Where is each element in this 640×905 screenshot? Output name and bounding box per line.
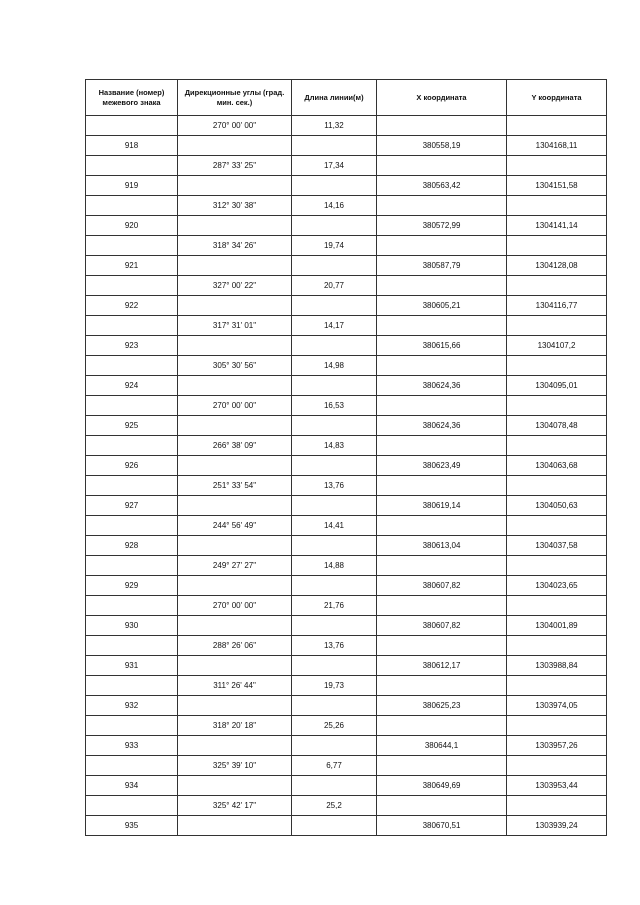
line-length-cell: 20,77 bbox=[292, 276, 377, 296]
y-coordinate-cell bbox=[507, 276, 607, 296]
line-length-cell: 14,17 bbox=[292, 316, 377, 336]
direction-angle-cell: 244° 56' 49" bbox=[178, 516, 292, 536]
marker-name-cell bbox=[86, 716, 178, 736]
table-row bbox=[86, 416, 607, 436]
y-coordinate-cell bbox=[507, 716, 607, 736]
table-row bbox=[86, 696, 607, 716]
line-length-cell: 14,16 bbox=[292, 196, 377, 216]
line-length-cell: 14,41 bbox=[292, 516, 377, 536]
marker-name-cell: 923 bbox=[86, 336, 178, 356]
header-direction-angle: Дирекционные углы (град. мин. сек.) bbox=[178, 80, 292, 116]
direction-angle-cell bbox=[178, 616, 292, 636]
table-row bbox=[86, 476, 607, 496]
boundary-coordinates-table bbox=[85, 79, 607, 836]
y-coordinate-cell: 1304095,01 bbox=[507, 376, 607, 396]
direction-angle-cell: 325° 42' 17" bbox=[178, 796, 292, 816]
y-coordinate-cell: 1304168,11 bbox=[507, 136, 607, 156]
x-coordinate-cell: 380624,36 bbox=[377, 416, 507, 436]
table-row bbox=[86, 816, 607, 836]
line-length-cell: 14,98 bbox=[292, 356, 377, 376]
x-coordinate-cell: 380558,19 bbox=[377, 136, 507, 156]
line-length-cell bbox=[292, 376, 377, 396]
x-coordinate-cell bbox=[377, 396, 507, 416]
direction-angle-cell bbox=[178, 256, 292, 276]
marker-name-cell bbox=[86, 556, 178, 576]
line-length-cell bbox=[292, 736, 377, 756]
table-row bbox=[86, 676, 607, 696]
x-coordinate-cell: 380670,51 bbox=[377, 816, 507, 836]
marker-name-cell: 918 bbox=[86, 136, 178, 156]
direction-angle-cell: 312° 30' 38" bbox=[178, 196, 292, 216]
marker-name-cell: 934 bbox=[86, 776, 178, 796]
direction-angle-cell: 327° 00' 22" bbox=[178, 276, 292, 296]
x-coordinate-cell: 380625,23 bbox=[377, 696, 507, 716]
line-length-cell bbox=[292, 176, 377, 196]
line-length-cell: 17,34 bbox=[292, 156, 377, 176]
direction-angle-cell: 266° 38' 09" bbox=[178, 436, 292, 456]
marker-name-cell bbox=[86, 676, 178, 696]
x-coordinate-cell: 380572,99 bbox=[377, 216, 507, 236]
x-coordinate-cell bbox=[377, 676, 507, 696]
marker-name-cell bbox=[86, 396, 178, 416]
table-row bbox=[86, 576, 607, 596]
x-coordinate-cell bbox=[377, 236, 507, 256]
table-header-row bbox=[86, 80, 607, 116]
x-coordinate-cell bbox=[377, 756, 507, 776]
y-coordinate-cell: 1304063,68 bbox=[507, 456, 607, 476]
line-length-cell bbox=[292, 336, 377, 356]
direction-angle-cell bbox=[178, 136, 292, 156]
y-coordinate-cell bbox=[507, 476, 607, 496]
x-coordinate-cell bbox=[377, 356, 507, 376]
y-coordinate-cell: 1304050,63 bbox=[507, 496, 607, 516]
line-length-cell bbox=[292, 256, 377, 276]
line-length-cell: 19,73 bbox=[292, 676, 377, 696]
y-coordinate-cell: 1304116,77 bbox=[507, 296, 607, 316]
marker-name-cell bbox=[86, 636, 178, 656]
y-coordinate-cell bbox=[507, 516, 607, 536]
line-length-cell bbox=[292, 416, 377, 436]
table-row bbox=[86, 216, 607, 236]
table-row bbox=[86, 516, 607, 536]
table-row bbox=[86, 456, 607, 476]
table-row bbox=[86, 136, 607, 156]
direction-angle-cell: 249° 27' 27" bbox=[178, 556, 292, 576]
marker-name-cell bbox=[86, 436, 178, 456]
direction-angle-cell bbox=[178, 416, 292, 436]
direction-angle-cell: 318° 20' 18" bbox=[178, 716, 292, 736]
marker-name-cell: 929 bbox=[86, 576, 178, 596]
x-coordinate-cell: 380563,42 bbox=[377, 176, 507, 196]
line-length-cell bbox=[292, 456, 377, 476]
table-row bbox=[86, 116, 607, 136]
marker-name-cell: 920 bbox=[86, 216, 178, 236]
direction-angle-cell bbox=[178, 696, 292, 716]
table-row bbox=[86, 716, 607, 736]
direction-angle-cell: 270° 00' 00" bbox=[178, 596, 292, 616]
table-row bbox=[86, 496, 607, 516]
x-coordinate-cell: 380649,69 bbox=[377, 776, 507, 796]
y-coordinate-cell bbox=[507, 796, 607, 816]
marker-name-cell bbox=[86, 356, 178, 376]
table-row bbox=[86, 196, 607, 216]
y-coordinate-cell bbox=[507, 316, 607, 336]
marker-name-cell bbox=[86, 796, 178, 816]
table-row bbox=[86, 556, 607, 576]
table-row bbox=[86, 356, 607, 376]
y-coordinate-cell: 1303988,84 bbox=[507, 656, 607, 676]
direction-angle-cell bbox=[178, 336, 292, 356]
y-coordinate-cell: 1304023,65 bbox=[507, 576, 607, 596]
table-row bbox=[86, 636, 607, 656]
x-coordinate-cell bbox=[377, 116, 507, 136]
x-coordinate-cell bbox=[377, 716, 507, 736]
marker-name-cell: 928 bbox=[86, 536, 178, 556]
table-row bbox=[86, 536, 607, 556]
y-coordinate-cell bbox=[507, 436, 607, 456]
marker-name-cell: 930 bbox=[86, 616, 178, 636]
x-coordinate-cell bbox=[377, 796, 507, 816]
marker-name-cell: 931 bbox=[86, 656, 178, 676]
line-length-cell: 6,77 bbox=[292, 756, 377, 776]
marker-name-cell: 921 bbox=[86, 256, 178, 276]
y-coordinate-cell: 1304107,2 bbox=[507, 336, 607, 356]
table-row bbox=[86, 796, 607, 816]
direction-angle-cell bbox=[178, 296, 292, 316]
x-coordinate-cell: 380612,17 bbox=[377, 656, 507, 676]
header-marker-name: Название (номер) межевого знака bbox=[86, 80, 178, 116]
y-coordinate-cell: 1303957,26 bbox=[507, 736, 607, 756]
x-coordinate-cell: 380644,1 bbox=[377, 736, 507, 756]
line-length-cell: 25,26 bbox=[292, 716, 377, 736]
line-length-cell: 21,76 bbox=[292, 596, 377, 616]
line-length-cell bbox=[292, 696, 377, 716]
line-length-cell bbox=[292, 216, 377, 236]
x-coordinate-cell bbox=[377, 596, 507, 616]
line-length-cell bbox=[292, 496, 377, 516]
line-length-cell: 13,76 bbox=[292, 476, 377, 496]
marker-name-cell bbox=[86, 156, 178, 176]
table-row bbox=[86, 616, 607, 636]
marker-name-cell bbox=[86, 596, 178, 616]
line-length-cell bbox=[292, 136, 377, 156]
x-coordinate-cell bbox=[377, 156, 507, 176]
table-row bbox=[86, 376, 607, 396]
y-coordinate-cell bbox=[507, 756, 607, 776]
direction-angle-cell bbox=[178, 776, 292, 796]
direction-angle-cell bbox=[178, 496, 292, 516]
line-length-cell bbox=[292, 616, 377, 636]
table-row bbox=[86, 316, 607, 336]
direction-angle-cell: 325° 39' 10" bbox=[178, 756, 292, 776]
x-coordinate-cell: 380607,82 bbox=[377, 576, 507, 596]
y-coordinate-cell: 1303939,24 bbox=[507, 816, 607, 836]
marker-name-cell: 922 bbox=[86, 296, 178, 316]
x-coordinate-cell bbox=[377, 556, 507, 576]
direction-angle-cell: 270° 00' 00" bbox=[178, 116, 292, 136]
table-row bbox=[86, 596, 607, 616]
x-coordinate-cell: 380623,49 bbox=[377, 456, 507, 476]
table-row bbox=[86, 236, 607, 256]
direction-angle-cell: 311° 26' 44" bbox=[178, 676, 292, 696]
marker-name-cell: 932 bbox=[86, 696, 178, 716]
x-coordinate-cell: 380607,82 bbox=[377, 616, 507, 636]
marker-name-cell: 924 bbox=[86, 376, 178, 396]
y-coordinate-cell bbox=[507, 196, 607, 216]
line-length-cell bbox=[292, 536, 377, 556]
direction-angle-cell bbox=[178, 576, 292, 596]
marker-name-cell bbox=[86, 516, 178, 536]
header-line-length: Длина линии(м) bbox=[292, 80, 377, 116]
marker-name-cell bbox=[86, 116, 178, 136]
y-coordinate-cell: 1304151,58 bbox=[507, 176, 607, 196]
direction-angle-cell bbox=[178, 376, 292, 396]
header-y-coordinate: Y координата bbox=[507, 80, 607, 116]
y-coordinate-cell bbox=[507, 396, 607, 416]
line-length-cell: 14,88 bbox=[292, 556, 377, 576]
direction-angle-cell bbox=[178, 216, 292, 236]
table-row bbox=[86, 176, 607, 196]
marker-name-cell: 927 bbox=[86, 496, 178, 516]
x-coordinate-cell bbox=[377, 276, 507, 296]
y-coordinate-cell bbox=[507, 236, 607, 256]
y-coordinate-cell bbox=[507, 596, 607, 616]
x-coordinate-cell: 380624,36 bbox=[377, 376, 507, 396]
y-coordinate-cell: 1303953,44 bbox=[507, 776, 607, 796]
line-length-cell: 25,2 bbox=[292, 796, 377, 816]
y-coordinate-cell: 1304128,08 bbox=[507, 256, 607, 276]
marker-name-cell bbox=[86, 196, 178, 216]
marker-name-cell bbox=[86, 236, 178, 256]
x-coordinate-cell: 380605,21 bbox=[377, 296, 507, 316]
direction-angle-cell bbox=[178, 176, 292, 196]
direction-angle-cell bbox=[178, 456, 292, 476]
direction-angle-cell: 287° 33' 25" bbox=[178, 156, 292, 176]
y-coordinate-cell bbox=[507, 636, 607, 656]
x-coordinate-cell bbox=[377, 196, 507, 216]
header-x-coordinate: X координата bbox=[377, 80, 507, 116]
x-coordinate-cell: 380587,79 bbox=[377, 256, 507, 276]
line-length-cell bbox=[292, 776, 377, 796]
direction-angle-cell bbox=[178, 536, 292, 556]
table-row bbox=[86, 436, 607, 456]
table-row bbox=[86, 736, 607, 756]
x-coordinate-cell bbox=[377, 436, 507, 456]
marker-name-cell bbox=[86, 476, 178, 496]
line-length-cell: 19,74 bbox=[292, 236, 377, 256]
y-coordinate-cell: 1304141,14 bbox=[507, 216, 607, 236]
y-coordinate-cell bbox=[507, 556, 607, 576]
direction-angle-cell: 317° 31' 01" bbox=[178, 316, 292, 336]
x-coordinate-cell: 380613,04 bbox=[377, 536, 507, 556]
table-row bbox=[86, 296, 607, 316]
y-coordinate-cell bbox=[507, 116, 607, 136]
table-row bbox=[86, 656, 607, 676]
marker-name-cell bbox=[86, 756, 178, 776]
direction-angle-cell bbox=[178, 736, 292, 756]
x-coordinate-cell: 380615,66 bbox=[377, 336, 507, 356]
line-length-cell bbox=[292, 576, 377, 596]
direction-angle-cell bbox=[178, 816, 292, 836]
line-length-cell: 11,32 bbox=[292, 116, 377, 136]
y-coordinate-cell: 1304001,89 bbox=[507, 616, 607, 636]
x-coordinate-cell bbox=[377, 476, 507, 496]
line-length-cell: 16,53 bbox=[292, 396, 377, 416]
line-length-cell bbox=[292, 816, 377, 836]
direction-angle-cell: 305° 30' 56" bbox=[178, 356, 292, 376]
direction-angle-cell bbox=[178, 656, 292, 676]
direction-angle-cell: 288° 26' 06" bbox=[178, 636, 292, 656]
direction-angle-cell: 251° 33' 54" bbox=[178, 476, 292, 496]
marker-name-cell bbox=[86, 276, 178, 296]
table-row bbox=[86, 336, 607, 356]
table-row bbox=[86, 276, 607, 296]
marker-name-cell: 926 bbox=[86, 456, 178, 476]
marker-name-cell: 925 bbox=[86, 416, 178, 436]
direction-angle-cell: 270° 00' 00" bbox=[178, 396, 292, 416]
y-coordinate-cell: 1304078,48 bbox=[507, 416, 607, 436]
y-coordinate-cell: 1304037,58 bbox=[507, 536, 607, 556]
y-coordinate-cell bbox=[507, 156, 607, 176]
marker-name-cell: 919 bbox=[86, 176, 178, 196]
table-row bbox=[86, 396, 607, 416]
marker-name-cell bbox=[86, 316, 178, 336]
x-coordinate-cell bbox=[377, 636, 507, 656]
line-length-cell: 13,76 bbox=[292, 636, 377, 656]
marker-name-cell: 935 bbox=[86, 816, 178, 836]
direction-angle-cell: 318° 34' 26" bbox=[178, 236, 292, 256]
table-row bbox=[86, 256, 607, 276]
x-coordinate-cell bbox=[377, 316, 507, 336]
x-coordinate-cell bbox=[377, 516, 507, 536]
y-coordinate-cell bbox=[507, 676, 607, 696]
table-row bbox=[86, 776, 607, 796]
x-coordinate-cell: 380619,14 bbox=[377, 496, 507, 516]
line-length-cell bbox=[292, 656, 377, 676]
table-body bbox=[86, 116, 607, 836]
marker-name-cell: 933 bbox=[86, 736, 178, 756]
y-coordinate-cell: 1303974,05 bbox=[507, 696, 607, 716]
table-row bbox=[86, 156, 607, 176]
line-length-cell bbox=[292, 296, 377, 316]
table-row bbox=[86, 756, 607, 776]
y-coordinate-cell bbox=[507, 356, 607, 376]
line-length-cell: 14,83 bbox=[292, 436, 377, 456]
